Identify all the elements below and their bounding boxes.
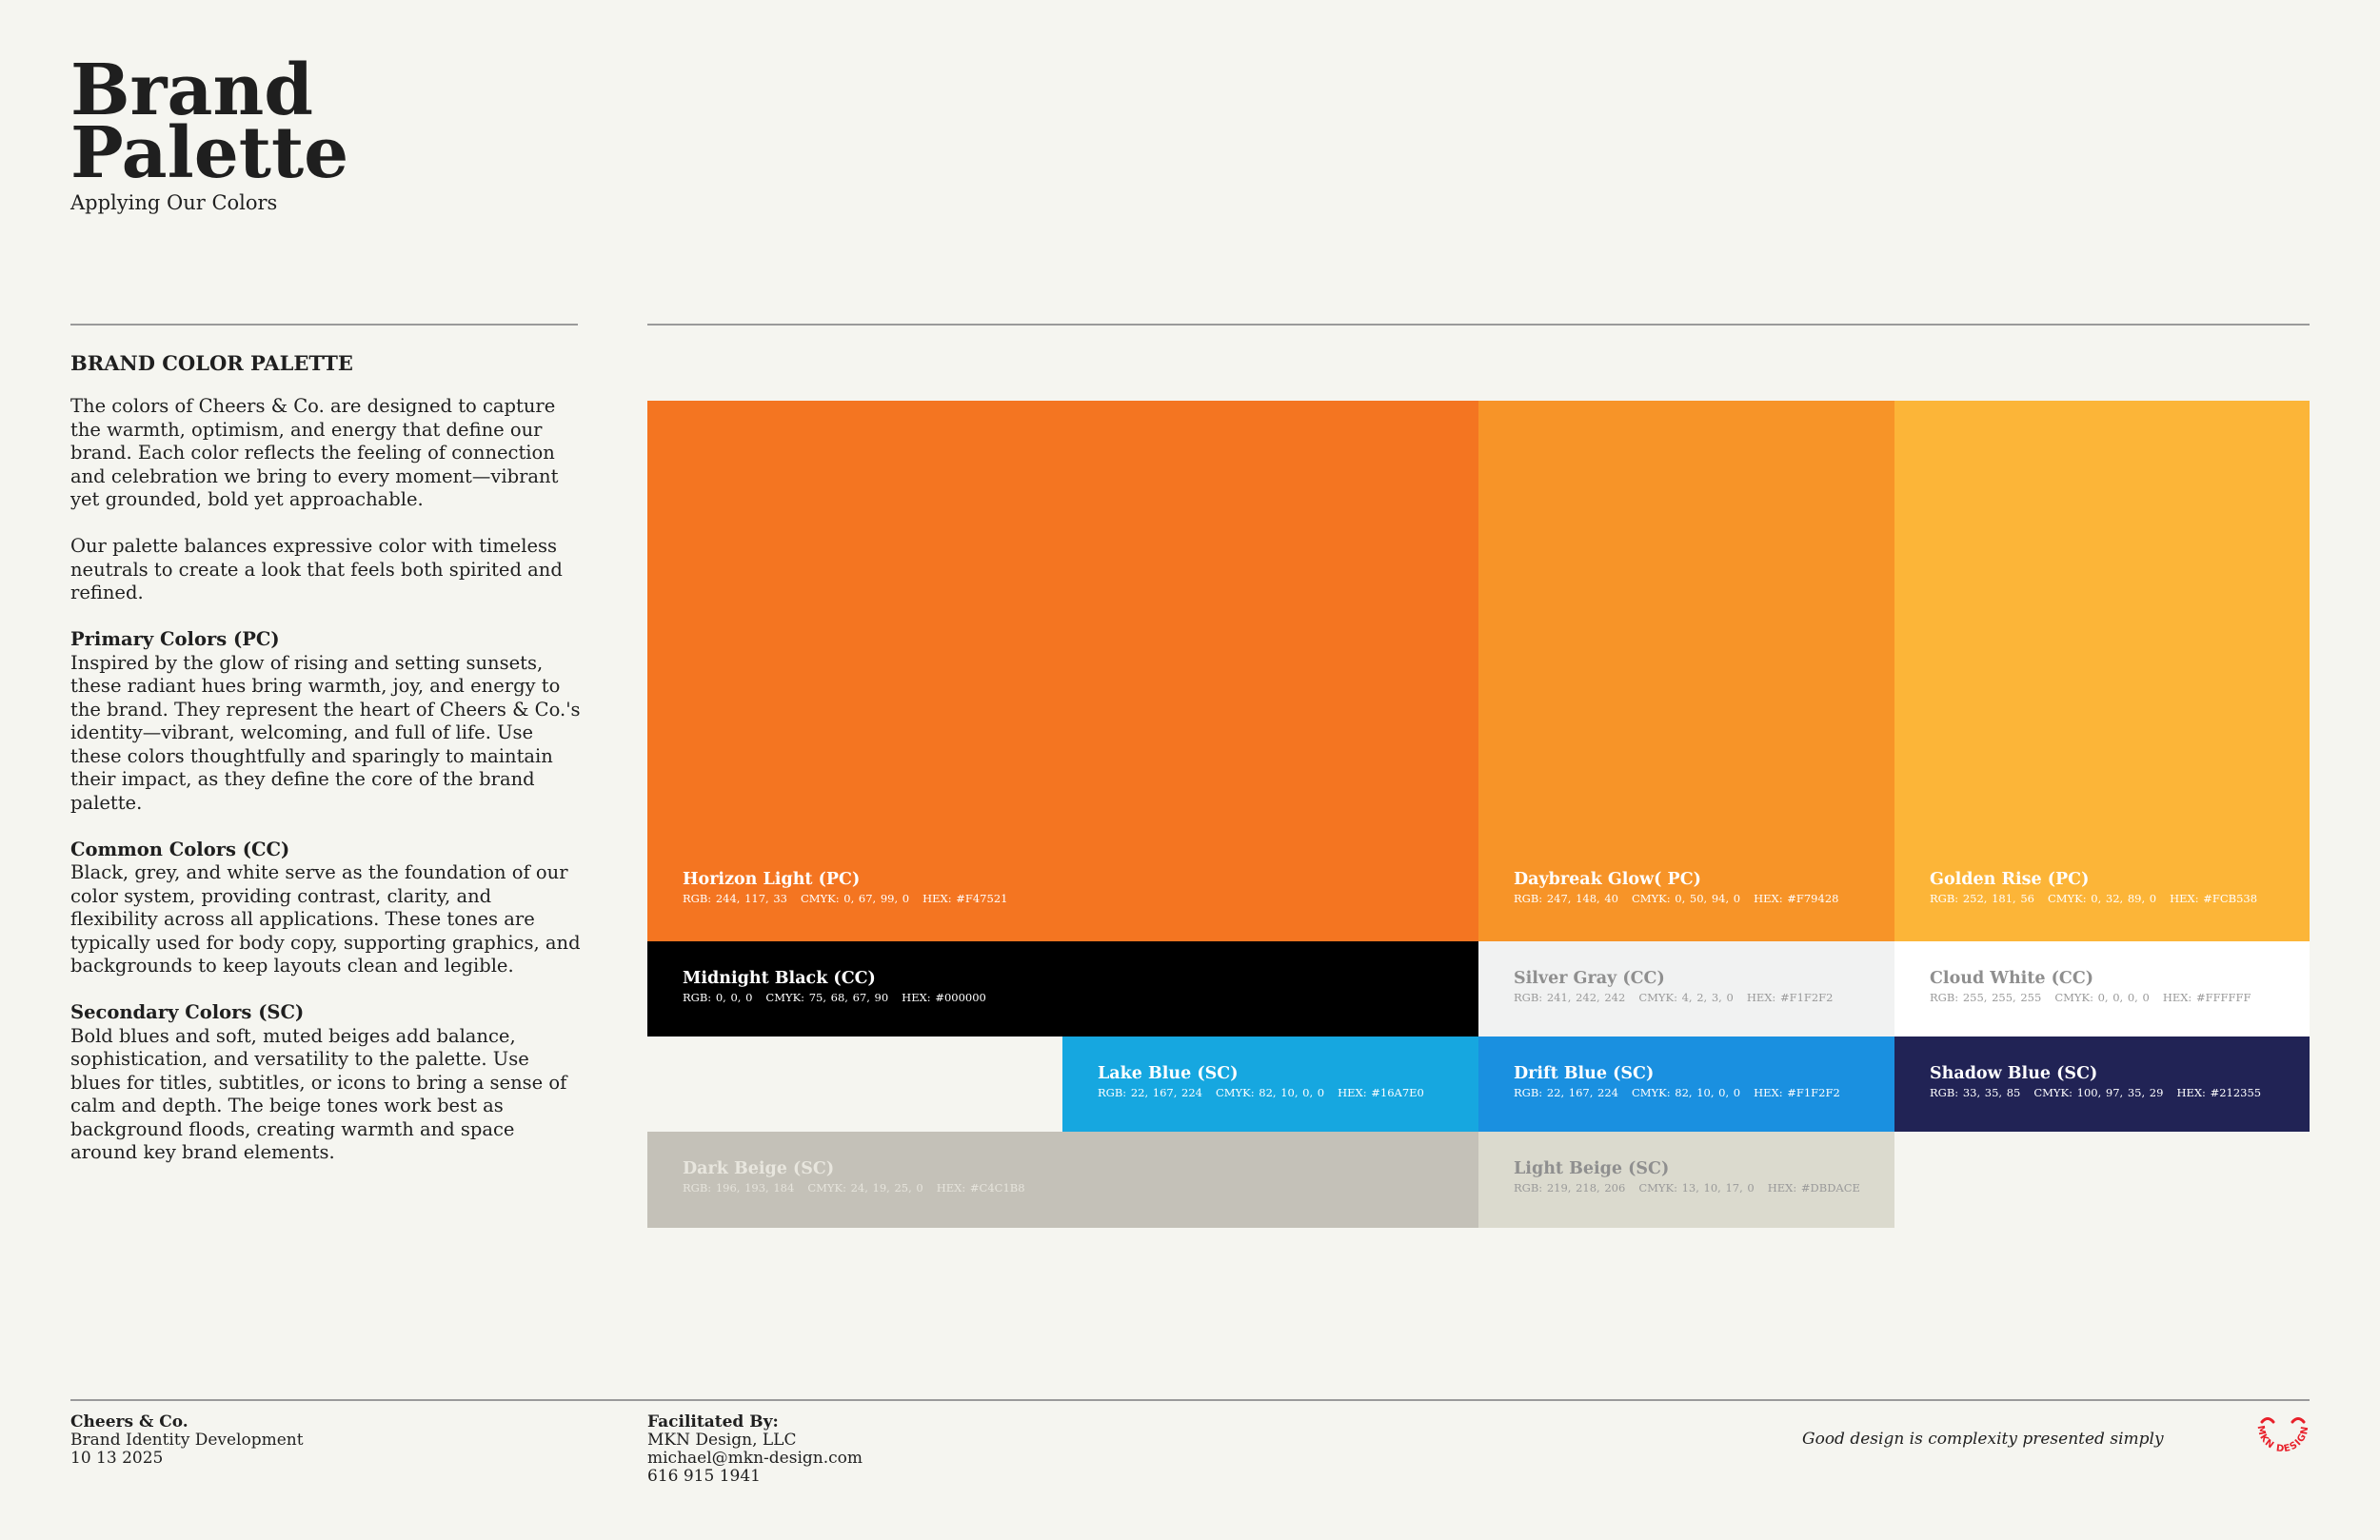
swatch-cmyk: CMYK: 0, 0, 0, 0 — [2054, 991, 2150, 1004]
title-line-2: Palette — [70, 112, 349, 194]
mkn-design-logo — [2252, 1413, 2313, 1465]
right-divider — [647, 324, 2310, 326]
swatch-name: Light Beige (SC) — [1514, 1159, 1670, 1178]
swatch-name: Drift Blue (SC) — [1514, 1064, 1655, 1083]
swatch-specs — [1514, 1086, 1894, 1099]
footer-facilitator — [647, 1413, 863, 1486]
common-colors-heading: Common Colors (CC) — [70, 838, 290, 860]
project-date: 10 13 2025 — [70, 1449, 164, 1468]
agency-email[interactable]: michael@mkn-design.com — [647, 1449, 863, 1468]
secondary-colors-text: Bold blues and soft, muted beiges add balance, sophistication, and versatility to the palette. Use blues for titles, subtitles, or icons to bring a sense of calm and depth. The beige tones work best as background floods, creating warmth and space around key brand elements. — [70, 1024, 567, 1163]
section-heading: BRAND COLOR PALETTE — [70, 351, 353, 375]
swatch-cmyk: CMYK: 0, 32, 89, 0 — [2047, 892, 2157, 905]
swatch-specs — [683, 991, 1478, 1004]
swatch-rgb: RGB: 252, 181, 56 — [1930, 892, 2034, 905]
agency-name: MKN Design, LLC — [647, 1431, 797, 1450]
swatch-hex: HEX: #DBDACE — [1767, 1181, 1860, 1194]
swatch-specs — [1514, 991, 1894, 1004]
swatch-hex: HEX: #F1F2F2 — [1746, 991, 1834, 1004]
swatch-rgb: RGB: 247, 148, 40 — [1514, 892, 1618, 905]
primary-colors-section — [70, 628, 585, 815]
swatch-hex: HEX: #F1F2F2 — [1754, 1086, 1840, 1099]
swatch-light-beige — [1478, 1132, 1894, 1228]
swatch-rgb: RGB: 0, 0, 0 — [683, 991, 753, 1004]
swatch-hex: HEX: #000000 — [902, 991, 986, 1004]
swatch-rgb: RGB: 33, 35, 85 — [1930, 1086, 2021, 1099]
swatch-name: Dark Beige (SC) — [683, 1159, 835, 1178]
swatch-rgb: RGB: 22, 167, 224 — [1514, 1086, 1618, 1099]
swatch-specs — [1514, 892, 1894, 905]
facilitated-label: Facilitated By: — [647, 1412, 779, 1431]
swatch-cmyk: CMYK: 75, 68, 67, 90 — [765, 991, 889, 1004]
swatch-rgb: RGB: 22, 167, 224 — [1098, 1086, 1202, 1099]
swatch-cmyk: CMYK: 24, 19, 25, 0 — [807, 1181, 923, 1194]
swatch-specs — [1930, 991, 2310, 1004]
swatch-cmyk: CMYK: 4, 2, 3, 0 — [1638, 991, 1734, 1004]
swatch-cmyk: CMYK: 82, 10, 0, 0 — [1631, 1086, 1741, 1099]
client-name: Cheers & Co. — [70, 1412, 188, 1431]
common-colors-text: Black, grey, and white serve as the foundation of our color system, providing contrast, clarity, and flexibility across all applications. These tones are typically used for body copy, supporting graphics, and backgrounds to keep layouts clean and legible. — [70, 861, 581, 977]
secondary-colors-heading: Secondary Colors (SC) — [70, 1001, 305, 1023]
tagline: Good design is complexity presented simply — [1802, 1430, 2164, 1449]
swatch-specs — [1930, 1086, 2310, 1099]
agency-phone: 616 915 1941 — [647, 1467, 761, 1486]
swatch-name: Midnight Black (CC) — [683, 969, 876, 988]
swatch-golden-rise — [1894, 401, 2310, 941]
swatch-name: Silver Gray (CC) — [1514, 969, 1665, 988]
swatch-name: Cloud White (CC) — [1930, 969, 2094, 988]
swatch-specs — [683, 1181, 1478, 1194]
swatch-hex: HEX: #212355 — [2176, 1086, 2262, 1099]
footer-client — [70, 1413, 304, 1468]
swatch-horizon-light — [647, 401, 1478, 941]
page-subtitle: Applying Our Colors — [70, 191, 278, 214]
swatch-cmyk: CMYK: 82, 10, 0, 0 — [1215, 1086, 1325, 1099]
swatch-hex: HEX: #C4C1B8 — [936, 1181, 1025, 1194]
swatch-cmyk: CMYK: 13, 10, 17, 0 — [1638, 1181, 1755, 1194]
swatch-name: Horizon Light (PC) — [683, 870, 861, 889]
swatch-specs — [683, 892, 1478, 905]
swatch-hex: HEX: #FCB538 — [2170, 892, 2258, 905]
page-title — [70, 49, 349, 194]
swatch-cmyk: CMYK: 100, 97, 35, 29 — [2033, 1086, 2164, 1099]
swatch-name: Shadow Blue (SC) — [1930, 1064, 2098, 1083]
swatch-rgb: RGB: 244, 117, 33 — [683, 892, 787, 905]
swatch-specs — [1930, 892, 2310, 905]
swatch-daybreak-glow — [1478, 401, 1894, 941]
swatch-rgb: RGB: 196, 193, 184 — [683, 1181, 795, 1194]
common-colors-section — [70, 839, 585, 978]
description-text — [70, 395, 585, 1188]
swatch-hex: HEX: #16A7E0 — [1338, 1086, 1424, 1099]
primary-colors-heading: Primary Colors (PC) — [70, 628, 280, 650]
swatch-cloud-white — [1894, 941, 2310, 1037]
swatch-silver-gray — [1478, 941, 1894, 1037]
swatch-lake-blue — [1062, 1037, 1478, 1132]
footer-divider — [70, 1399, 2310, 1401]
secondary-colors-section — [70, 1001, 585, 1165]
primary-colors-text: Inspired by the glow of rising and setting sunsets, these radiant hues bring warmth, joy, and energy to the brand. They represent the heart of Cheers & Co.'s identity—vibrant, welcoming, and full of life. Use these colors thoughtfully and sparingly to maintain their impact, as they define the core of the brand palette. — [70, 651, 581, 814]
swatch-shadow-blue — [1894, 1037, 2310, 1132]
swatch-drift-blue — [1478, 1037, 1894, 1132]
swatch-specs — [1514, 1181, 1894, 1194]
logo-right-eye — [2292, 1419, 2304, 1423]
swatch-rgb: RGB: 219, 218, 206 — [1514, 1181, 1626, 1194]
swatch-specs — [1098, 1086, 1478, 1099]
intro-paragraph-2: Our palette balances expressive color with timeless neutrals to create a look that feels both spirited and refined. — [70, 535, 563, 603]
logo-text: MKN DESIGN — [2254, 1424, 2311, 1455]
swatch-hex: HEX: #FFFFFF — [2162, 991, 2251, 1004]
logo-left-eye — [2262, 1419, 2273, 1423]
title-line-1: Brand — [70, 49, 314, 131]
swatch-dark-beige — [647, 1132, 1478, 1228]
swatch-cmyk: CMYK: 0, 67, 99, 0 — [800, 892, 910, 905]
swatch-cmyk: CMYK: 0, 50, 94, 0 — [1631, 892, 1741, 905]
swatch-name: Daybreak Glow( PC) — [1514, 870, 1701, 889]
project-name: Brand Identity Development — [70, 1431, 304, 1450]
swatch-rgb: RGB: 255, 255, 255 — [1930, 991, 2042, 1004]
swatch-hex: HEX: #F47521 — [922, 892, 1008, 905]
swatch-hex: HEX: #F79428 — [1754, 892, 1839, 905]
left-divider — [70, 324, 578, 326]
swatch-rgb: RGB: 241, 242, 242 — [1514, 991, 1626, 1004]
swatch-name: Golden Rise (PC) — [1930, 870, 2090, 889]
swatch-midnight-black — [647, 941, 1478, 1037]
intro-paragraph-1: The colors of Cheers & Co. are designed to capture the warmth, optimism, and energy that define our brand. Each color reflects the feeling of connection and celebration we bring to every moment—vibrant yet grounded, bold yet approachable. — [70, 395, 559, 510]
swatch-name: Lake Blue (SC) — [1098, 1064, 1239, 1083]
